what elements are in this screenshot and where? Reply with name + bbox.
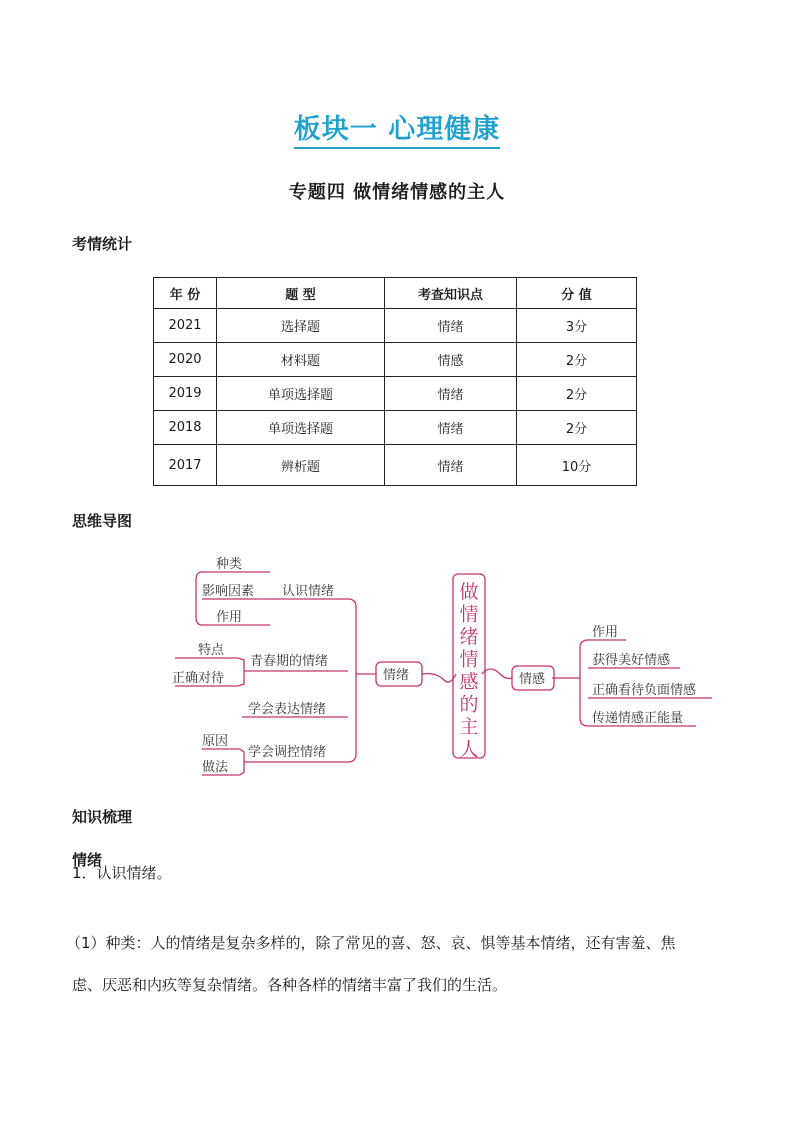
column-header: 题 型: [217, 278, 385, 309]
page-subtitle: 专题四 做情绪情感的主人: [288, 182, 506, 203]
cell-score: 2分: [517, 377, 637, 411]
cell-topic: 情绪: [385, 377, 517, 411]
cell-year: 2019: [154, 377, 217, 411]
item-1-1-line-1: （1）种类：人的情绪是复杂多样的，除了常见的喜、怒、哀、惧等基本情绪，还有害羞、焦: [66, 934, 676, 952]
mindmap-node-negative-feeling: 正确看待负面情感: [592, 683, 697, 698]
table-row: [154, 445, 637, 486]
cell-score: 2分: [517, 343, 637, 377]
mindmap-node-treat: 正确对待: [172, 671, 225, 686]
mindmap-node-method: 做法: [202, 760, 229, 775]
mindmap-node-know-emotion: 认识情绪: [282, 584, 335, 599]
cell-topic: 情绪: [385, 445, 517, 486]
cell-year: 2021: [154, 309, 217, 343]
column-header: 年 份: [154, 278, 217, 309]
cell-type: 辨析题: [217, 445, 385, 486]
cell-year: 2020: [154, 343, 217, 377]
mindmap-center-node: 做情绪情感的主人: [459, 581, 479, 761]
cell-type: 材料题: [217, 343, 385, 377]
mindmap-node-adolescent: 青春期的情绪: [250, 654, 329, 669]
item-1-1-line-2: 虑、厌恶和内疚等复杂情绪。各种各样的情绪丰富了我们的生活。: [72, 976, 508, 994]
cell-type: 选择题: [217, 309, 385, 343]
table-row: [154, 343, 637, 377]
table-row: [154, 377, 637, 411]
mindmap-node-traits: 特点: [198, 643, 225, 658]
column-header: 分 值: [517, 278, 637, 309]
column-header: 考查知识点: [385, 278, 517, 309]
item-1: 1．认识情绪。: [72, 864, 172, 882]
stats-heading: 考情统计: [72, 235, 133, 253]
mindmap-node-function: 作用: [216, 610, 243, 625]
cell-year: 2018: [154, 411, 217, 445]
cell-type: 单项选择题: [217, 411, 385, 445]
mind-map-diagram: [160, 540, 720, 790]
mindmap-hub-feeling: 情感: [519, 672, 546, 687]
mindmap-node-regulate: 学会调控情绪: [248, 745, 327, 760]
mindmap-node-good-feeling: 获得美好情感: [592, 653, 671, 668]
cell-score: 3分: [517, 309, 637, 343]
mindmap-node-feeling-function: 作用: [592, 625, 619, 640]
mindmap-heading: 思维导图: [72, 512, 133, 530]
exam-stats-table: [153, 277, 637, 486]
cell-topic: 情感: [385, 343, 517, 377]
mindmap-node-factors: 影响因素: [202, 584, 255, 599]
cell-score: 10分: [517, 445, 637, 486]
knowledge-heading: 知识梳理: [72, 808, 133, 826]
mindmap-node-express: 学会表达情绪: [248, 702, 327, 717]
mindmap-node-positive-energy: 传递情感正能量: [592, 711, 684, 726]
cell-type: 单项选择题: [217, 377, 385, 411]
cell-topic: 情绪: [385, 309, 517, 343]
table-row: [154, 411, 637, 445]
table-header-row: [154, 278, 637, 309]
mindmap-node-reason: 原因: [202, 734, 229, 749]
cell-year: 2017: [154, 445, 217, 486]
cell-score: 2分: [517, 411, 637, 445]
emotion-heading: 情绪: [72, 851, 103, 869]
mindmap-hub-emotion: 情绪: [383, 668, 410, 683]
mindmap-node-kind: 种类: [216, 557, 243, 572]
cell-topic: 情绪: [385, 411, 517, 445]
table-row: [154, 309, 637, 343]
page-title: 板块一 心理健康: [0, 107, 794, 146]
